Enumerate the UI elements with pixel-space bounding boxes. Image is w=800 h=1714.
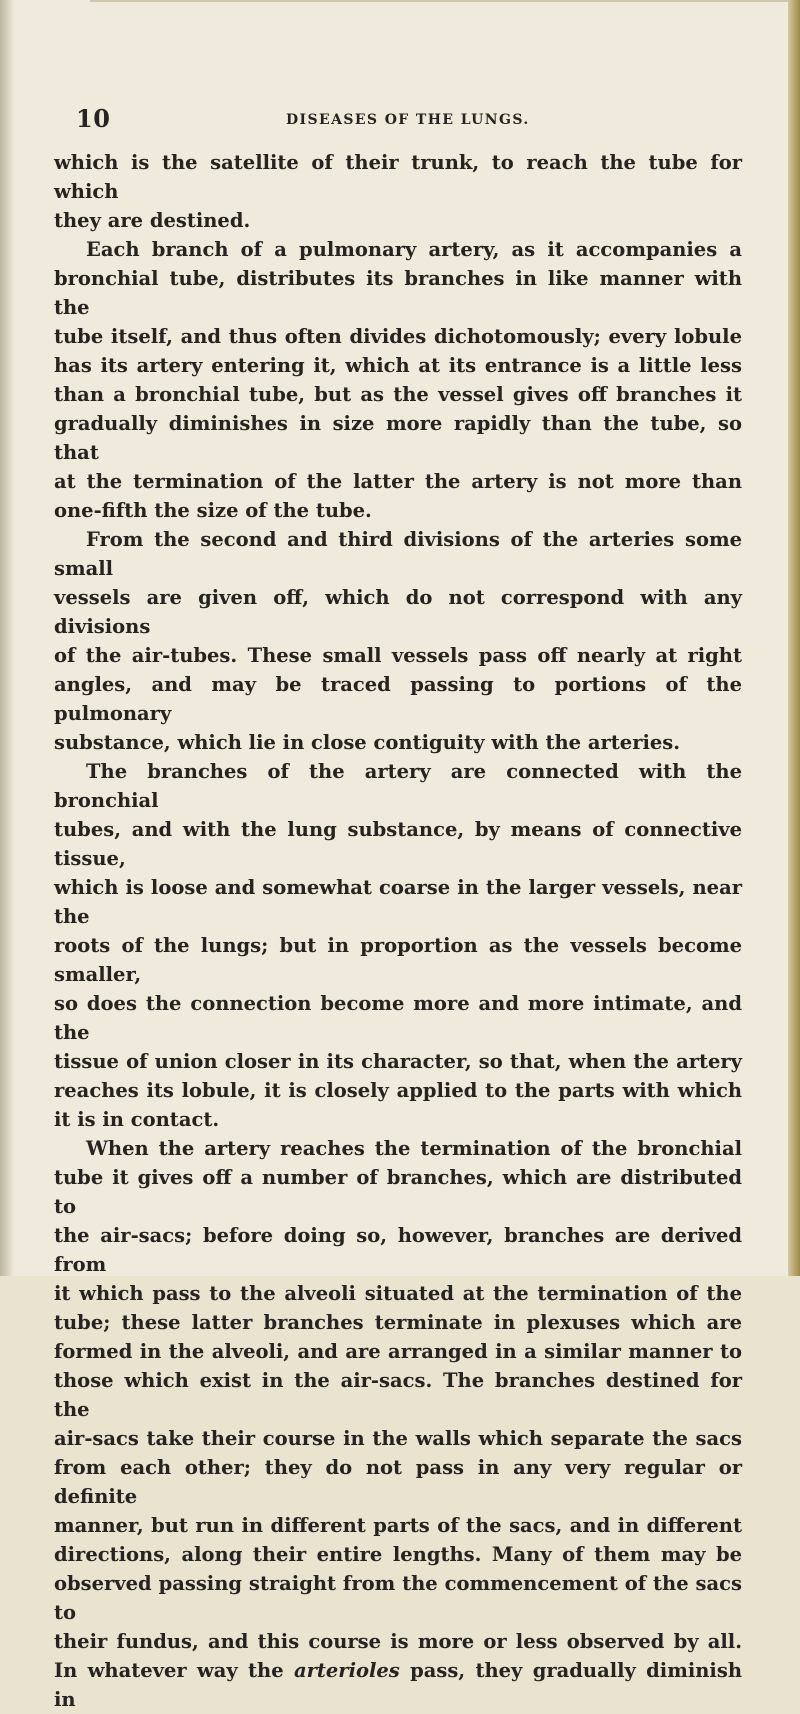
text-line: gradually diminishes in size more rapidly than the tube, so that (54, 412, 742, 464)
running-title: DISEASES OF THE LUNGS. (286, 112, 530, 128)
text-line: vessels are given off, which do not correspond with any divisions (54, 586, 742, 638)
text-line: air-sacs take their course in the walls which separate the sacs (54, 1427, 742, 1450)
text-line: tube; these latter branches terminate in plexuses which are (54, 1311, 742, 1334)
text-line: formed in the alveoli, and are arranged in a similar manner to (54, 1340, 742, 1363)
text-line: angles, and may be traced passing to portions of the pulmonary (54, 673, 742, 725)
page-edge-shading (788, 0, 800, 1276)
text-line: has its artery entering it, which at its entrance is a little less (54, 354, 742, 377)
text-line: so does the connection become more and more intimate, and the (54, 992, 742, 1044)
running-head (20, 104, 780, 134)
text-line: than a bronchial tube, but as the vessel gives off branches it (54, 383, 742, 406)
text-line: manner, but run in different parts of the sacs, and in different (54, 1514, 742, 1537)
text-line: From the second and third divisions of the arteries some small (54, 528, 742, 580)
text-line: observed passing straight from the commencement of the sacs to (54, 1572, 742, 1624)
italic-term: arterioles (293, 1659, 400, 1682)
text-line: it which pass to the alveoli situated at the termination of the (54, 1282, 742, 1305)
top-edge-rule (90, 0, 790, 2)
text-line: tube itself, and thus often divides dichotomously; every lobule (54, 325, 742, 348)
text-line: which is the satellite of their trunk, to reach the tube for which (54, 151, 742, 203)
text-line: reaches its lobule, it is closely applied to the parts with which (54, 1079, 742, 1102)
text-line: the air-sacs; before doing so, however, branches are derived from (54, 1224, 742, 1276)
text-line: bronchial tube, distributes its branches in like manner with the (54, 267, 742, 319)
text-line: Each branch of a pulmonary artery, as it accompanies a (86, 238, 742, 261)
text-line: their fundus, and this course is more or less observed by all. (54, 1630, 742, 1653)
text-line: When the artery reaches the termination of the bronchial (86, 1137, 742, 1160)
text-run: pass, they gradually diminish in (54, 1659, 742, 1711)
text-line: of the air-tubes. These small vessels pass off nearly at right (54, 644, 742, 667)
text-line: The branches of the artery are connected with the bronchial (54, 760, 742, 812)
text-line: directions, along their entire lengths. Many of them may be (54, 1543, 742, 1566)
body-text (54, 148, 742, 1714)
text-line: those which exist in the air-sacs. The branches destined for the (54, 1369, 742, 1421)
text-line: from each other; they do not pass in any very regular or definite (54, 1456, 742, 1508)
text-line: roots of the lungs; but in proportion as the vessels become smaller, (54, 934, 742, 986)
text-line: tissue of union closer in its character, so that, when the artery (54, 1050, 742, 1073)
text-line: they are destined. (54, 209, 251, 232)
text-line: tube it gives off a number of branches, which are distributed to (54, 1166, 742, 1218)
text-line: at the termination of the latter the artery is not more than (54, 470, 742, 493)
text-run: In whatever way the (54, 1659, 294, 1682)
text-line-final (54, 1656, 742, 1714)
text-line: one-fifth the size of the tube. (54, 499, 372, 522)
text-line: tubes, and with the lung substance, by means of connective tissue, (54, 818, 742, 870)
page-number: 10 (76, 104, 111, 133)
text-line: it is in contact. (54, 1108, 220, 1131)
text-line: which is loose and somewhat coarse in the larger vessels, near the (54, 876, 742, 928)
gutter-shadow (0, 0, 14, 1276)
text-line: substance, which lie in close contiguity with the arteries. (54, 731, 681, 754)
